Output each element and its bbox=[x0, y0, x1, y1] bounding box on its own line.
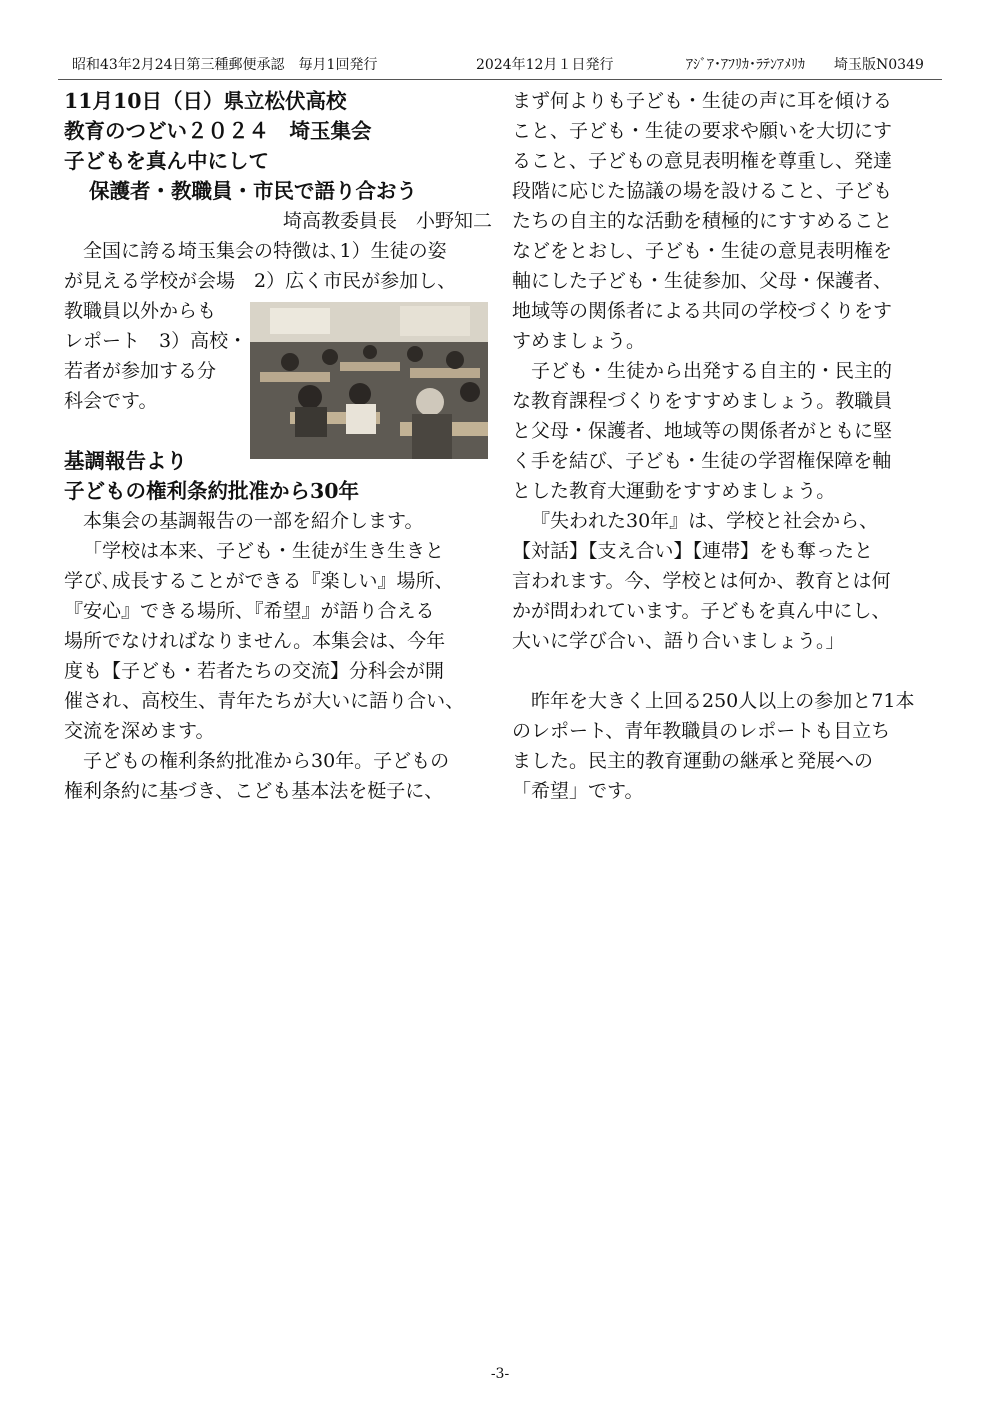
body-line: すめましょう。 bbox=[512, 330, 646, 352]
body-line: のレポート、青年教職員のレポートも目立ち bbox=[512, 720, 891, 742]
headline-line: 保護者・教職員・市民で語り合おう bbox=[89, 179, 417, 203]
intro-line: が見える学校が会場 2）広く市民が参加し、 bbox=[64, 270, 457, 292]
header-divider bbox=[58, 79, 942, 80]
edition-number: 埼玉版N0349 bbox=[834, 57, 924, 73]
intro-line: 全国に誇る埼玉集会の特徴は､1）生徒の姿 bbox=[83, 240, 447, 262]
body-line: 催され、高校生、青年たちが大いに語り合い、 bbox=[64, 690, 465, 712]
body-line: 学び､成長することができる『楽しい』場所、 bbox=[64, 570, 454, 592]
right-column bbox=[512, 86, 937, 806]
body-line: 段階に応じた協議の場を設けること、子ども bbox=[512, 180, 893, 202]
page-header bbox=[58, 50, 942, 78]
publication-name: ｱｼﾞｱ･ｱﾌﾘｶ･ﾗﾃﾝｱﾒﾘｶ bbox=[686, 57, 805, 73]
body-line: 言われます。今、学校とは何か、教育とは何 bbox=[512, 570, 891, 592]
body-line: 地域等の関係者による共同の学校づくりをす bbox=[512, 300, 893, 322]
body-line: 軸にした子ども・生徒参加、父母・保護者、 bbox=[512, 270, 893, 292]
meeting-photo bbox=[250, 302, 488, 459]
body-line: ること、子どもの意見表明権を尊重し、発達 bbox=[512, 150, 893, 172]
section-heading: 基調報告より bbox=[64, 449, 187, 473]
body-line: まず何よりも子ども・生徒の声に耳を傾ける bbox=[512, 90, 893, 112]
body-line: こと、子ども・生徒の要求や願いを大切にす bbox=[512, 120, 893, 142]
page-number: -3- bbox=[490, 1366, 510, 1382]
intro-line: レポート 3）高校・ bbox=[64, 330, 248, 352]
intro-line: 教職員以外からも bbox=[64, 300, 217, 322]
body-line: 「希望」です。 bbox=[512, 780, 644, 802]
body-line: く手を結び、子ども・生徒の学習権保障を軸 bbox=[512, 450, 892, 472]
body-line: 本集会の基調報告の一部を紹介します。 bbox=[83, 510, 424, 532]
headline-line: 教育のつどい２０２４ 埼玉集会 bbox=[64, 119, 372, 143]
body-line: 「学校は本来、子ども・生徒が生き生きと bbox=[83, 540, 445, 562]
body-line: 『失われた30年』は、学校と社会から、 bbox=[531, 510, 879, 532]
headline-line: 11月10日（日）県立松伏高校 bbox=[64, 89, 347, 113]
body-line: 交流を深めます。 bbox=[64, 720, 215, 742]
byline: 埼高教委員長 小野知二 bbox=[282, 210, 492, 232]
postal-notice: 昭和43年2月24日第三種郵便承認 毎月1回発行 bbox=[72, 57, 378, 73]
body-line: 子どもの権利条約批准から30年。子どもの bbox=[83, 750, 450, 772]
intro-line: 若者が参加する分 bbox=[64, 360, 217, 382]
section-heading: 子どもの権利条約批准から30年 bbox=[64, 479, 360, 503]
body-line: 【対話】【支え合い】【連帯】をも奪ったと bbox=[512, 540, 874, 562]
body-line: な教育課程づくりをすすめましょう。教職員 bbox=[512, 390, 893, 412]
body-line: 子ども・生徒から出発する自主的・民主的 bbox=[531, 360, 893, 382]
body-line: 権利条約に基づき、こども基本法を梃子に、 bbox=[64, 780, 444, 802]
body-line: 『安心』できる場所、『希望』が語り合える bbox=[64, 600, 435, 622]
body-line: ました。民主的教育運動の継承と発展への bbox=[512, 750, 874, 772]
body-line: たちの自主的な活動を積極的にすすめること bbox=[512, 210, 893, 232]
body-line: とした教育大運動をすすめましょう。 bbox=[512, 480, 836, 502]
body-line: 度も【子ども・若者たちの交流】分科会が開 bbox=[64, 660, 445, 682]
body-line: と父母・保護者、地域等の関係者がともに堅 bbox=[512, 420, 893, 442]
body-line: 場所でなければなりません。本集会は、今年 bbox=[64, 630, 446, 652]
body-line: 昨年を大きく上回る250人以上の参加と71本 bbox=[531, 690, 915, 712]
intro-line: 科会です。 bbox=[64, 390, 158, 412]
body-line: かが問われています。子どもを真ん中にし、 bbox=[512, 600, 891, 622]
headline-line: 子どもを真ん中にして bbox=[64, 149, 269, 173]
issue-date: 2024年12月１日発行 bbox=[476, 57, 614, 73]
body-line: などをとおし、子ども・生徒の意見表明権を bbox=[512, 240, 893, 262]
body-line: 大いに学び合い、語り合いましょう。」 bbox=[512, 630, 845, 652]
